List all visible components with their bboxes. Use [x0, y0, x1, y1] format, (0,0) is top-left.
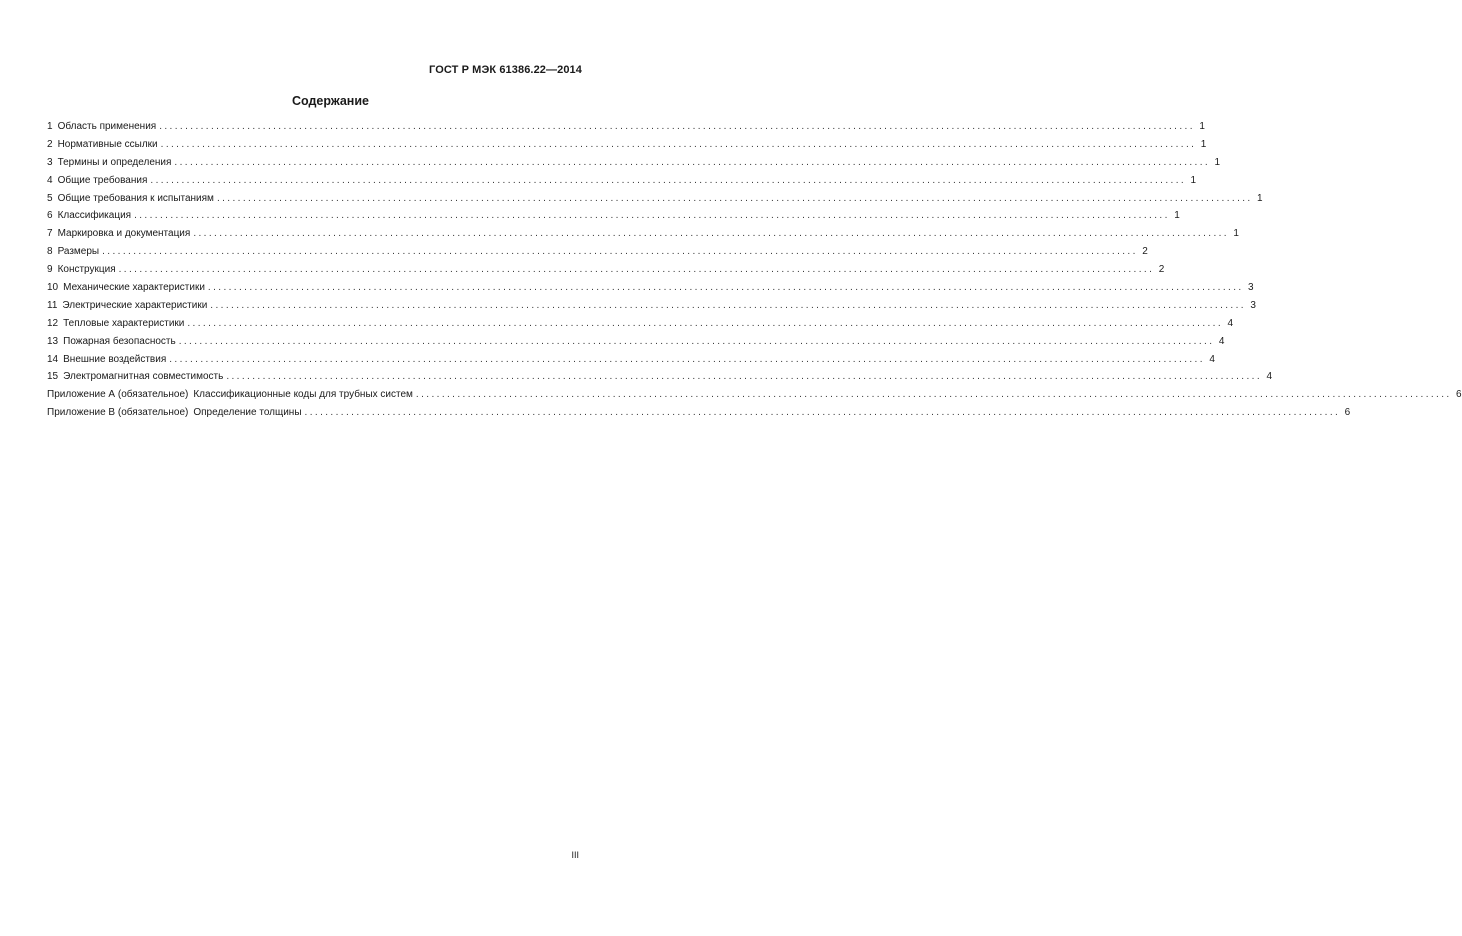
toc-entry-label [47, 175, 147, 186]
toc-entry-title: Конструкция [57, 264, 116, 276]
toc-entry-label [47, 264, 116, 275]
document-standard-code: ГОСТ Р МЭК 61386.22—2014 [429, 64, 582, 76]
toc-entry[interactable] [47, 138, 1207, 157]
toc-entry-label [47, 318, 184, 329]
toc-dot-leader: ........................................................................................................................................................................................................ [216, 192, 1253, 204]
toc-entry[interactable] [47, 407, 1351, 425]
toc-dot-leader: ........................................................................................................................................................................................................ [160, 138, 1197, 150]
toc-entry-label [47, 371, 223, 382]
toc-entry-number: 5 [47, 192, 53, 204]
toc-entry-title: Общие требования [57, 174, 148, 186]
toc-entry-page: 2 [1158, 264, 1165, 276]
toc-dot-leader: ........................................................................................................................................................................................................ [210, 299, 1246, 311]
toc-entry-page: 6 [1456, 389, 1462, 401]
toc-entry[interactable] [47, 335, 1225, 354]
toc-entry[interactable] [47, 353, 1215, 372]
toc-entry-page: 4 [1266, 371, 1272, 383]
toc-entry-title: Внешние воздействия [63, 353, 167, 365]
toc-dot-leader: ........................................................................................................................................................................................................ [187, 317, 1224, 329]
toc-entry-label [47, 336, 176, 347]
toc-dot-leader: ........................................................................................................................................................................................................ [178, 335, 1215, 347]
toc-entry-label [47, 139, 158, 150]
toc-entry-number: 10 [47, 282, 59, 294]
toc-entry-number: 7 [47, 228, 53, 240]
toc-entry-page: 3 [1250, 299, 1256, 311]
toc-entry-title: Термины и определения [57, 156, 172, 168]
toc-entry[interactable] [47, 371, 1272, 389]
toc-entry-number: 3 [47, 156, 53, 168]
toc-entry[interactable] [47, 264, 1165, 282]
toc-entry-label [47, 282, 205, 293]
toc-entry[interactable] [47, 174, 1197, 193]
toc-entry[interactable] [47, 246, 1148, 264]
toc-entry[interactable] [47, 156, 1221, 175]
toc-entry[interactable] [47, 317, 1234, 336]
table-of-contents [47, 121, 1462, 425]
toc-entry-page: 4 [1218, 335, 1225, 347]
toc-entry-page: 1 [1214, 156, 1221, 168]
toc-entry-page: 2 [1142, 246, 1148, 258]
toc-entry-label [47, 193, 214, 204]
toc-entry-label [47, 300, 207, 311]
toc-entry-page: 3 [1248, 282, 1254, 294]
toc-entry-page: 4 [1209, 353, 1215, 365]
toc-entry-label [47, 354, 166, 365]
toc-dot-leader: ........................................................................................................................................................................................................ [226, 371, 1262, 383]
toc-entry-title: Механические характеристики [63, 282, 205, 294]
toc-entry-title: Общие требования к испытаниям [57, 192, 214, 204]
toc-entry-title: Область применения [57, 121, 157, 132]
toc-entry[interactable] [47, 210, 1180, 228]
toc-entry-title: Размеры [57, 246, 100, 258]
toc-entry-title: Пожарная безопасность [63, 335, 176, 347]
toc-entry-title: Маркировка и документация [57, 228, 191, 240]
page-number: III [571, 850, 579, 860]
toc-dot-leader: ........................................................................................................................................................................................................ [134, 210, 1170, 222]
toc-entry-label [47, 228, 190, 239]
toc-entry-label [47, 389, 413, 400]
toc-entry-title: Нормативные ссылки [57, 138, 158, 150]
toc-entry-label [47, 157, 171, 168]
toc-dot-leader: ........................................................................................................................................................................................................ [169, 353, 1205, 365]
toc-entry-number: 9 [47, 264, 53, 276]
toc-entry-number: 2 [47, 138, 53, 150]
toc-entry-title: Классификация [57, 210, 132, 222]
toc-entry-number: 1 [47, 121, 53, 132]
toc-entry-page: 1 [1257, 192, 1263, 204]
toc-entry-title: Классификационные коды для трубных систем [193, 389, 413, 401]
toc-entry[interactable] [47, 389, 1462, 407]
toc-entry-page: 1 [1233, 228, 1239, 240]
toc-entry-number: 13 [47, 335, 59, 347]
toc-dot-leader: ........................................................................................................................................................................................................ [102, 246, 1138, 258]
toc-entry[interactable] [47, 299, 1256, 318]
toc-dot-leader: ........................................................................................................................................................................................................ [118, 264, 1155, 276]
toc-dot-leader: ........................................................................................................................................................................................................ [174, 156, 1211, 168]
toc-entry-page: 1 [1174, 210, 1180, 222]
toc-entry[interactable] [47, 192, 1263, 211]
toc-entry-title: Определение толщины [193, 407, 302, 419]
toc-entry-label [47, 121, 156, 132]
toc-dot-leader: ........................................................................................................................................................................................................ [159, 121, 1195, 132]
toc-entry[interactable] [47, 121, 1205, 139]
toc-title: Содержание [291, 94, 369, 108]
toc-dot-leader: ........................................................................................................................................................................................................ [193, 228, 1229, 240]
toc-entry-number: 8 [47, 246, 53, 258]
toc-entry-page: 1 [1190, 174, 1197, 186]
toc-entry-number: 4 [47, 174, 53, 186]
toc-entry-label [47, 407, 302, 418]
toc-entry[interactable] [47, 228, 1239, 246]
toc-entry-number: 11 [47, 299, 58, 311]
toc-entry[interactable] [47, 282, 1254, 300]
toc-entry-title: Электрические характеристики [62, 299, 208, 311]
toc-dot-leader: ........................................................................................................................................................................................................ [415, 389, 1452, 401]
toc-entry-page: 4 [1227, 317, 1234, 329]
toc-entry-page: 6 [1344, 407, 1351, 419]
toc-entry-page: 1 [1199, 121, 1205, 132]
toc-entry-number: Приложение В (обязательное) [47, 407, 189, 419]
toc-entry-title: Электромагнитная совместимость [63, 371, 224, 383]
toc-entry-page: 1 [1200, 138, 1207, 150]
toc-entry-number: 15 [47, 371, 59, 383]
toc-entry-number: 14 [47, 353, 59, 365]
toc-dot-leader: ........................................................................................................................................................................................................ [150, 174, 1187, 186]
toc-entry-number: Приложение А (обязательное) [47, 389, 189, 401]
toc-entry-number: 12 [47, 317, 59, 329]
toc-entry-number: 6 [47, 210, 53, 222]
toc-dot-leader: ........................................................................................................................................................................................................ [207, 282, 1244, 294]
toc-entry-label [47, 210, 131, 221]
toc-dot-leader: ........................................................................................................................................................................................................ [304, 407, 1341, 419]
toc-entry-label [47, 246, 99, 257]
toc-entry-title: Тепловые характеристики [63, 317, 185, 329]
